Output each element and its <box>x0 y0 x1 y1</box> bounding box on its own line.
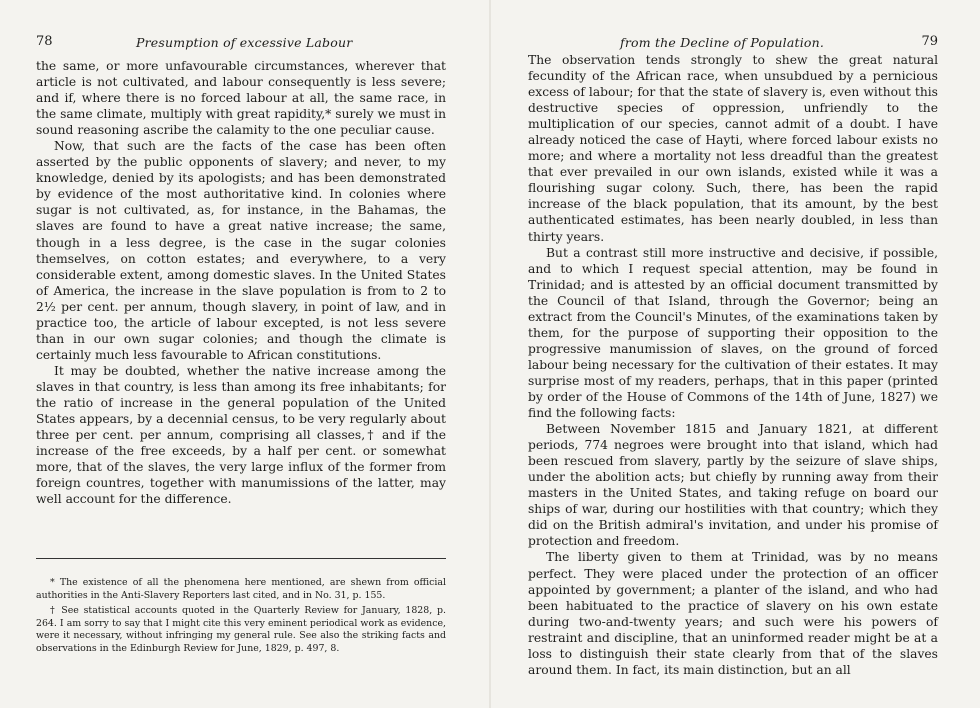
right-paragraph-4: The liberty given to them at Trinidad, was by no means perfect. They were placed under the protection of an officer appointed by government; a planter of the island, and who had been habituated to the practice of slavery on his own estate during two-and-twenty years; and such were his powers of restraint and discipline, that an uninformed reader might be at a loss to distinguish their state clearly from that of the slaves around them. In fact, its main distinction, but an all <box>528 550 938 677</box>
right-paragraph-3: Between November 1815 and January 1821, at different periods, 774 negroes were brought into that island, which had been rescued from slavery, partly by the seizure of slave ships, under the abolition acts; but chiefly by running away from their masters in the United States, and taking refuge on board our ships of war, during our hostilities with that country; which they did on the British admiral's invitation, and under his promise of protection and freedom. <box>528 422 938 549</box>
left-paragraph-1: the same, or more unfavourable circumstances, wherever that article is not cultivated, and labour consequently is less severe; and if, where there is no forced labour at all, the same race, in the same climate, multiply with great rapidity,* surely we must in sound reasoning ascribe the calamity to the one peculiar cause. <box>36 59 446 138</box>
footnote-rule <box>36 558 446 559</box>
footnote-1: * The existence of all the phenomena here mentioned, are shewn from official authorities in the Anti-Slavery Reporters last cited, and in No. 31, p. 155. <box>36 577 446 601</box>
footnote-2: † See statistical accounts quoted in the Quarterly Review for January, 1828, p. 264. I am sorry to say that I might cite this very eminent periodical work as evidence, were it necessary, without infringing my general rule. See also the striking facts and observations in the Edinburgh Review for June, 1829, p. 497, 8. <box>36 605 446 654</box>
left-paragraph-3: It may be doubted, whether the native increase among the slaves in that country, is less than among its free inhabitants; for the ratio of increase in the general population of the United States appears, by a decennial census, to be very regularly about three per cent. per annum, comprising all classes,† and if the increase of the free exceeds, by a half per cent. or somewhat more, that of the slaves, the very large influx of the former from foreign countres, together with manumissions of the latter, may well account for the difference. <box>36 363 446 507</box>
right-running-title: from the Decline of Population. <box>620 35 825 50</box>
right-page-header <box>528 34 938 50</box>
right-body-text <box>528 52 938 678</box>
right-page-number: 79 <box>921 34 938 49</box>
left-running-title: Presumption of excessive Labour <box>136 35 353 50</box>
left-page-number: 78 <box>36 34 53 49</box>
left-body-text <box>36 58 446 507</box>
right-paragraph-2: But a contrast still more instructive and decisive, if possible, and to which I request special attention, may be found in Trinidad; and is attested by an official document transmitted by the Council of that Island, through the Governor; being an extract from the Council's Minutes, of the examinations taken by them, for the purpose of supporting their opposition to the progressive manumission of slaves, on the ground of forced labour being necessary for the cultivation of their estates. It may surprise most of my readers, perhaps, that in this paper (printed by order of the House of Commons of the 14th of June, 1827) we find the following facts: <box>528 245 938 421</box>
left-paragraph-2: Now, that such are the facts of the case has been often asserted by the public opponents of slavery; and never, to my knowledge, denied by its apologists; and has been demonstrated by evidence of the most authoritative kind. In colonies where sugar is not cultivated, as, for instance, in the Bahamas, the slaves are found to have a great native increase; the same, though in a less degree, is the case in the sugar colonies themselves, on cotton estates; and everywhere, to a very considerable extent, among domestic slaves. In the United States of America, the increase in the slave population is from to 2 to 2½ per cent. per annum, though slavery, in point of law, and in practice too, the article of labour excepted, is not less severe than in our own sugar colonies; and though the climate is certainly much less favourable to African constitutions. <box>36 139 446 362</box>
right-paragraph-1: The observation tends strongly to shew the great natural fecundity of the African race, when unsubdued by a pernicious excess of labour; for that the state of slavery is, even without this destructive species of oppression, unfriendly to the multiplication of our species, cannot admit of a doubt. I have already noticed the case of Hayti, where forced labour exists no more; and where a mortality not less dreadful than the greatest that ever prevailed in our own islands, existed while it was a flourishing sugar colony. Such, there, has been the rapid increase of the black population, that its amount, by the best authenticated estimates, has been nearly doubled, in less than thirty years. <box>528 53 938 244</box>
left-footnotes <box>36 577 446 656</box>
left-page-header <box>36 34 446 50</box>
